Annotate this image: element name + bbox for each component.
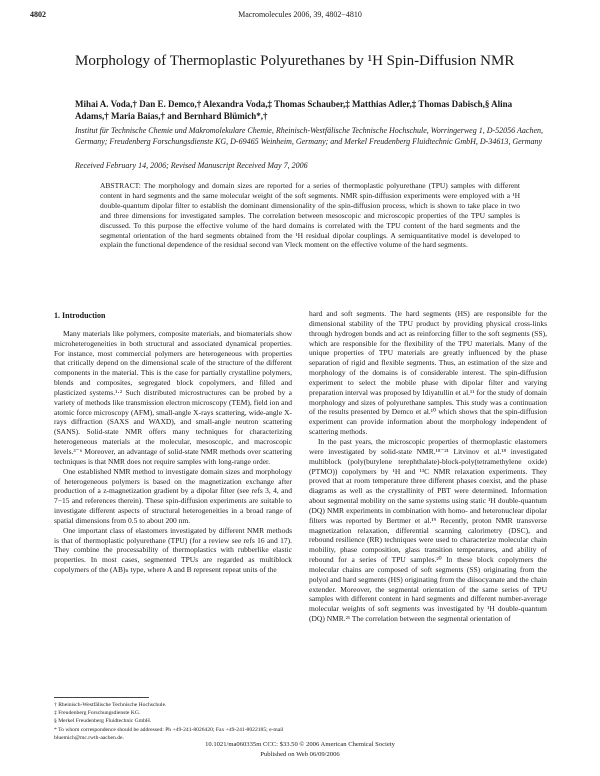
article-title: Morphology of Thermoplastic Polyurethanes by ¹H Spin-Diffusion NMR [75, 53, 515, 69]
right-column [309, 309, 547, 624]
footnotes [54, 701, 294, 742]
affiliations: Institut für Technische Chemie und Makromolekulare Chemie, Rheinisch-Westfälische Technische Hochschule, Worringerweg 1, D-52056 Aachen, Germany; Freudenberg Forschungsdienste KG, D-69465 Weinheim, Germany; and Merkel Freudenberg Fluidtechnic GmbH, D-34613, Germany [75, 126, 543, 146]
footnote: ‡ Freudenberg Forschungsdienste KG. [54, 710, 141, 717]
footnote: § Merkel Freudenberg Fluidtechnic GmbH. [54, 718, 152, 725]
journal-citation: Macromolecules 2006, 39, 4802−4810 [238, 10, 362, 19]
received-dates: Received February 14, 2006; Revised Manuscript Received May 7, 2006 [75, 161, 308, 170]
publication-date-line: Published on Web 06/09/2006 [260, 751, 340, 758]
doi-copyright-line: 10.1021/ma060335m CCC: $33.50 © 2006 American Chemical Society [205, 741, 395, 748]
page-number: 4802 [30, 10, 46, 19]
footnote-divider [54, 697, 149, 698]
paragraph: One established NMR method to investigate domain sizes and morphology of heterogeneous polymers is based on the magnetization exchange after production of a z-magnetization gradient by a dipolar filter (see refs 3, 4, and 7−15 and references therein). These spin-diffusion experiments are suitable to investigate different aspects of structural heterogeneities in a broad range of spatial dimensions from 0.5 to about 200 nm. [54, 466, 292, 525]
paragraph: hard and soft segments. The hard segments (HS) are responsible for the dimensional stability of the TPU product by providing physical cross-links through hydrogen bonds and act as reinforcing filler to the soft segments (SS), which are responsible for the flexibility of the TPU materials. Many of the unique properties of TPU materials are greatly influenced by the phase separation of rigid and flexible segments. Thus, an estimation of the size and morphology of the domains is of considerable interest. The spin-diffusion experiment to select the mobile phase with dipolar filter and varying preparation interval was proposed by Idiyatullin et al.¹¹ for the study of domain morphology and sizes of polyurethane samples. This study was a continuation of the results presented by Demco et al.¹⁰ which shows that the spin-diffusion experiment can provide information about the morphology independent of scattering methods. [309, 309, 547, 437]
paragraph: Many materials like polymers, composite materials, and biomaterials show microheterogeneities in both structural and associated dynamical properties. For instance, most commercial polymers are heterogeneous with properties that critically depend on the dimensional scale of the structure of the different components in the material. This is the case for partially crystalline polymers, blends and composites, segregated block copolymers, and filled and plasticized systems.¹·² Such distributed microstructures can be probed by a variety of methods like transmission electron microscopy (TEM), field ion and atomic force microscopy (AFM), small-angle X-rays scattering, wide-angle X-rays diffraction (SAXS and WAXD), and small-angle neutron scattering (SANS). Solid-state NMR offers many techniques for characterizing heterogeneous materials at the molecular, mesoscopic, and macroscopic levels.³⁻⁶ Moreover, an advantage of solid-state NMR methods over scattering techniques is that NMR does not require samples with long-range order. [54, 328, 292, 466]
footnote: † Rheinisch-Westfälische Technische Hochschule. [54, 702, 167, 708]
section-heading-introduction: 1. Introduction [54, 311, 106, 320]
paragraph: One important class of elastomers investigated by different NMR methods is that of thermoplastic polyurethane (TPU) (for a review see refs 16 and 17). They combine the processability of thermoplastics with rubberlike elastic properties. In most cases, segmented TPUs are regarded as multiblock copolymers of the (AB)ₙ type, where A and B represent repeat units of the [54, 525, 292, 575]
abstract: ABSTRACT: The morphology and domain sizes are reported for a series of thermoplastic polyurethane (TPU) samples with different content in hard segments and the same molecular weight of the soft segments. NMR spin-diffusion experiments were employed with a ¹H double-quantum dipolar filter to establish the dominant dimensionality of the spin-diffusion process, which is shown to take place in two and three dimensions for investigated samples. The correlation between mesoscopic and microscopic properties of the TPU samples is discussed. To this purpose the effective volume of the hard domains is correlated with the TPU content of the hard segments and the segmental orientation of the hard segments obtained from the ¹H residual dipolar couplings. A semiquantitative model is developed to explain the functional dependence of the residual second van Vleck moment on the effective volume of the hard segments. [100, 181, 520, 250]
footnote-correspondence: * To whom correspondence should be addressed: Ph +49-241-8026420; Fax +49-241-8022185; e-mail bluemich@mc.rwth-aachen.de. [54, 726, 284, 741]
paragraph: In the past years, the microscopic properties of thermoplastic elastomers were investigated by solid-state NMR.¹⁸⁻²¹ Litvinov et al.¹⁸ investigated multiblock (poly(butylene terephthalate)-block-poly(tetramethylene oxide) (PTMO)) copolymers by ¹H and ¹³C NMR relaxation experiments. They proved that at room temperature three different phases coexist, and the phase diagrams as well as the crystallinity of PBT were determined. Information about segmental mobility on the same systems using static ¹H double-quantum (DQ) NMR experiments in combination with homo- and heteronuclear dipolar filters was reported by Bertmer et al.¹⁹ Recently, proton NMR transverse magnetization relaxation, differential scanning calorimetry (DSC), and rebound resilience (RR) techniques were used to characterize molecular chain mobility, phase composition, glass transition temperatures, and ability of rebound for a series of TPU samples.²⁰ In these block copolymers the molecular chains are composed of soft segments (SS) originating from the polyol and hard segments (HS) originating from the diisocyanate and the chain extender. Moreover, the segmental orientation of the same series of TPU samples with different content in hard segments and different number-average molecular weights of soft segments was investigated by ¹H double-quantum (DQ) NMR.²¹ The correlation between the segmental orientation of [309, 436, 547, 624]
left-column [54, 307, 292, 575]
author-list: Mihai A. Voda,† Dan E. Demco,† Alexandra Voda,‡ Thomas Schauber,‡ Matthias Adler,‡ Thomas Dabisch,§ Alina Adams,† Maria Baias,† and Bernhard Blümich*,† [75, 99, 513, 121]
